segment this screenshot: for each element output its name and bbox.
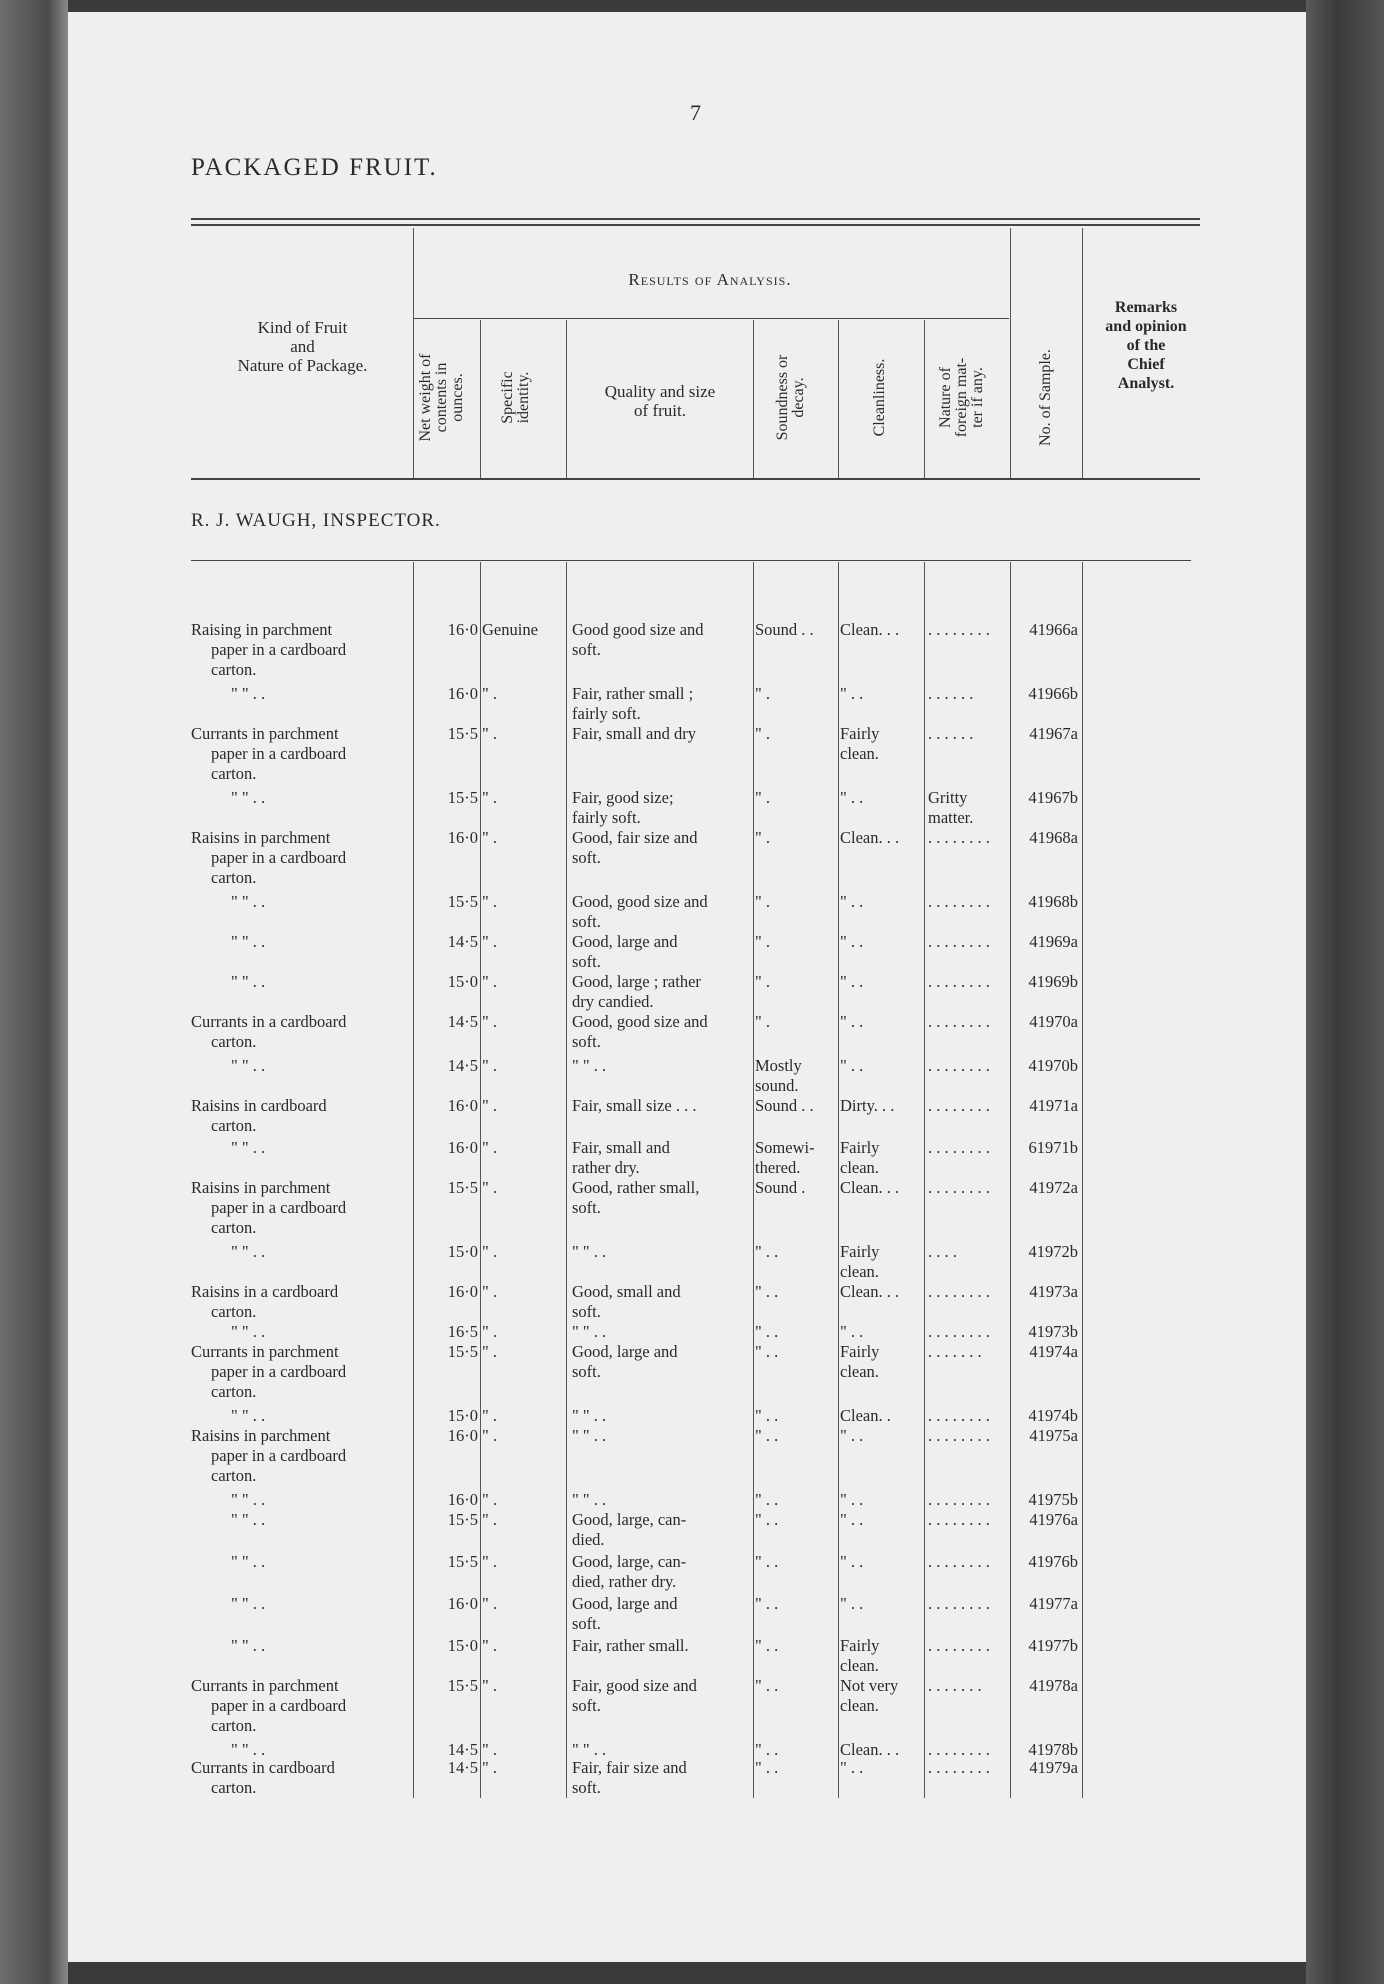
row-net-weight: 16·0 [447, 1096, 478, 1115]
row-quality: " " . . [572, 1242, 607, 1261]
header-foreign: Nature of foreign mat- ter if any. [937, 357, 986, 438]
row-kind: Raisins in a cardboard carton. [191, 1282, 339, 1321]
row-cleanliness: " . . [840, 1012, 864, 1031]
body-col-divider [566, 562, 567, 1798]
row-cleanliness: " . . [840, 1056, 864, 1075]
row-foreign-matter: . . . . . . . . [928, 1758, 990, 1777]
row-cleanliness: " . . [840, 892, 864, 911]
row-foreign-matter: . . . . . . . . [928, 1282, 990, 1301]
row-foreign-matter: . . . . . . . . [928, 932, 990, 951]
row-foreign-matter: . . . . . . . . [928, 972, 990, 991]
page-number: 7 [690, 100, 701, 125]
row-net-weight: 15·0 [447, 972, 478, 991]
row-cleanliness: " . . [840, 972, 864, 991]
row-cleanliness: " . . [840, 788, 864, 807]
row-specific-identity: Genuine [482, 620, 538, 639]
row-specific-identity: " . [482, 1342, 497, 1361]
row-soundness: Mostly sound. [755, 1056, 802, 1095]
inspector-rule [191, 560, 1191, 561]
row-sample-number: 41979a [1029, 1758, 1078, 1777]
row-sample-number: 41969a [1029, 932, 1078, 951]
row-net-weight: 15·5 [447, 892, 478, 911]
row-foreign-matter: . . . . . . . [928, 1676, 982, 1695]
row-soundness: " . [755, 972, 770, 991]
row-soundness: " . . [755, 1510, 779, 1529]
row-sample-number: 41966a [1029, 620, 1078, 639]
row-soundness: " . . [755, 1758, 779, 1777]
body-col-divider [1082, 562, 1083, 1798]
row-cleanliness: Fairly clean. [840, 1636, 880, 1675]
row-quality: Fair, small and dry [572, 724, 696, 743]
row-foreign-matter: . . . . . . . . [928, 1178, 990, 1197]
row-soundness: " . [755, 1012, 770, 1031]
row-quality: Good, good size and soft. [572, 892, 708, 931]
row-cleanliness: " . . [840, 932, 864, 951]
row-net-weight: 15·0 [447, 1636, 478, 1655]
row-soundness: Somewi- thered. [755, 1138, 815, 1177]
row-net-weight: 16·0 [447, 1426, 478, 1445]
row-soundness: " . . [755, 1636, 779, 1655]
row-quality: " " . . [572, 1056, 607, 1075]
row-kind: " " . . [231, 788, 266, 807]
row-quality: Good, fair size and soft. [572, 828, 698, 867]
row-specific-identity: " . [482, 1406, 497, 1425]
row-net-weight: 16·5 [447, 1322, 478, 1341]
row-kind: " " . . [231, 1322, 266, 1341]
row-quality: Fair, good size and soft. [572, 1676, 697, 1715]
row-sample-number: 41971a [1029, 1096, 1078, 1115]
row-net-weight: 15·5 [447, 724, 478, 743]
row-quality: Good good size and soft. [572, 620, 704, 659]
header-results: Results of Analysis. [628, 270, 792, 289]
row-foreign-matter: . . . . . . [928, 684, 974, 703]
row-kind: Currants in parchment paper in a cardboard carton. [191, 724, 347, 783]
row-kind: " " . . [231, 1056, 266, 1075]
row-net-weight: 14·5 [447, 932, 478, 951]
results-rule [413, 318, 1009, 319]
row-soundness: " . . [755, 1594, 779, 1613]
header-soundness: Soundness or decay. [774, 354, 807, 441]
row-sample-number: 41976b [1028, 1552, 1078, 1571]
row-soundness: " . [755, 684, 770, 703]
row-soundness: " . . [755, 1740, 779, 1759]
col-divider [480, 320, 481, 478]
row-quality: Fair, small size . . . [572, 1096, 697, 1115]
row-specific-identity: " . [482, 1636, 497, 1655]
row-foreign-matter: . . . . . . [928, 724, 974, 743]
row-cleanliness: " . . [840, 684, 864, 703]
row-soundness: " . . [755, 1322, 779, 1341]
row-cleanliness: Fairly clean. [840, 1242, 880, 1281]
row-soundness: Sound . [755, 1178, 806, 1197]
row-kind: " " . . [231, 684, 266, 703]
row-kind: " " . . [231, 1552, 266, 1571]
col-divider [753, 320, 754, 478]
row-specific-identity: " . [482, 788, 497, 807]
header-net-weight: Net weight of contents in ounces. [417, 353, 466, 442]
row-foreign-matter: . . . . . . . . [928, 892, 990, 911]
row-net-weight: 16·0 [447, 1282, 478, 1301]
row-specific-identity: " . [482, 1138, 497, 1157]
inspector-heading: R. J. WAUGH, INSPECTOR. [191, 510, 441, 531]
row-specific-identity: " . [482, 1322, 497, 1341]
row-soundness: " . . [755, 1426, 779, 1445]
row-quality: Good, large and soft. [572, 1594, 678, 1633]
row-kind: Currants in parchment paper in a cardboard carton. [191, 1676, 347, 1735]
scan-margin-right [1306, 0, 1384, 1984]
row-kind: Raisins in parchment paper in a cardboard carton. [191, 828, 347, 887]
row-net-weight: 15·5 [447, 1342, 478, 1361]
header-cleanliness: Cleanliness. [871, 358, 888, 437]
row-kind: " " . . [231, 932, 266, 951]
row-kind: Currants in cardboard carton. [191, 1758, 335, 1797]
row-cleanliness: " . . [840, 1758, 864, 1777]
row-kind: " " . . [231, 1636, 266, 1655]
row-kind: " " . . [231, 1406, 266, 1425]
row-specific-identity: " . [482, 1758, 497, 1777]
row-sample-number: 61971b [1028, 1138, 1078, 1157]
col-divider [566, 320, 567, 478]
row-soundness: Sound . . [755, 620, 814, 639]
row-specific-identity: " . [482, 1012, 497, 1031]
row-net-weight: 16·0 [447, 828, 478, 847]
row-net-weight: 15·0 [447, 1242, 478, 1261]
row-sample-number: 41975a [1029, 1426, 1078, 1445]
row-quality: Good, large ; rather dry candied. [572, 972, 701, 1011]
row-quality: " " . . [572, 1322, 607, 1341]
row-cleanliness: Clean. . . [840, 1740, 900, 1759]
row-cleanliness: Clean. . [840, 1406, 891, 1425]
header-specific: Specific identity. [499, 371, 532, 424]
row-specific-identity: " . [482, 1242, 497, 1261]
row-net-weight: 16·0 [447, 1138, 478, 1157]
row-net-weight: 16·0 [447, 620, 478, 639]
row-cleanliness: Clean. . . [840, 828, 900, 847]
row-net-weight: 14·5 [447, 1056, 478, 1075]
row-sample-number: 41970b [1028, 1056, 1078, 1075]
row-sample-number: 41969b [1028, 972, 1078, 991]
row-quality: " " . . [572, 1490, 607, 1509]
row-quality: Fair, good size; fairly soft. [572, 788, 674, 827]
row-foreign-matter: . . . . . . . . [928, 1740, 990, 1759]
row-quality: Good, large, can- died. [572, 1510, 687, 1549]
header-bottom-rule [191, 478, 1200, 480]
row-soundness: " . [755, 892, 770, 911]
row-soundness: " . . [755, 1242, 779, 1261]
row-kind: Raising in parchment paper in a cardboard carton. [191, 620, 347, 679]
row-foreign-matter: . . . . . . . . [928, 1490, 990, 1509]
row-quality: Fair, rather small. [572, 1636, 689, 1655]
row-specific-identity: " . [482, 1096, 497, 1115]
row-foreign-matter: . . . . . . . . [928, 1322, 990, 1341]
row-sample-number: 41974a [1029, 1342, 1078, 1361]
row-quality: Fair, small and rather dry. [572, 1138, 670, 1177]
row-kind: Currants in a cardboard carton. [191, 1012, 347, 1051]
row-specific-identity: " . [482, 892, 497, 911]
row-specific-identity: " . [482, 1740, 497, 1759]
row-cleanliness: " . . [840, 1552, 864, 1571]
row-foreign-matter: . . . . . . . . [928, 1510, 990, 1529]
row-net-weight: 16·0 [447, 1490, 478, 1509]
row-quality: Good, good size and soft. [572, 1012, 708, 1051]
row-specific-identity: " . [482, 724, 497, 743]
row-net-weight: 15·5 [447, 1510, 478, 1529]
row-cleanliness: Fairly clean. [840, 1342, 880, 1381]
row-net-weight: 15·5 [447, 1676, 478, 1695]
body-col-divider [838, 562, 839, 1798]
row-specific-identity: " . [482, 828, 497, 847]
row-foreign-matter: . . . . . . . . [928, 1594, 990, 1613]
row-net-weight: 14·5 [447, 1012, 478, 1031]
row-kind: Raisins in parchment paper in a cardboard carton. [191, 1426, 347, 1485]
row-foreign-matter: . . . . . . . . [928, 1138, 990, 1157]
row-kind: " " . . [231, 1740, 266, 1759]
row-soundness: " . . [755, 1282, 779, 1301]
row-specific-identity: " . [482, 1056, 497, 1075]
row-specific-identity: " . [482, 1426, 497, 1445]
row-sample-number: 41976a [1029, 1510, 1078, 1529]
row-net-weight: 15·5 [447, 1178, 478, 1197]
row-soundness: " . . [755, 1406, 779, 1425]
body-col-divider [753, 562, 754, 1798]
row-net-weight: 15·5 [447, 1552, 478, 1571]
row-kind: Currants in parchment paper in a cardboard carton. [191, 1342, 347, 1401]
row-foreign-matter: Gritty matter. [928, 788, 974, 827]
row-specific-identity: " . [482, 1552, 497, 1571]
row-specific-identity: " . [482, 1676, 497, 1695]
row-foreign-matter: . . . . . . . . [928, 1426, 990, 1445]
row-sample-number: 41973a [1029, 1282, 1078, 1301]
row-sample-number: 41967b [1028, 788, 1078, 807]
row-foreign-matter: . . . . . . . . [928, 1012, 990, 1031]
row-net-weight: 15·0 [447, 1406, 478, 1425]
col-divider [924, 320, 925, 478]
col-divider [838, 320, 839, 478]
row-cleanliness: Dirty. . . [840, 1096, 895, 1115]
row-quality: Good, large and soft. [572, 932, 678, 971]
row-sample-number: 41974b [1028, 1406, 1078, 1425]
row-kind: Raisins in parchment paper in a cardboard carton. [191, 1178, 347, 1237]
col-divider [1082, 228, 1083, 478]
row-kind: " " . . [231, 1594, 266, 1613]
row-foreign-matter: . . . . [928, 1242, 957, 1261]
scan-margin-left [0, 0, 68, 1984]
header-quality: Quality and size of fruit. [604, 382, 716, 420]
row-specific-identity: " . [482, 1510, 497, 1529]
top-rule [191, 218, 1200, 220]
row-soundness: " . . [755, 1342, 779, 1361]
row-specific-identity: " . [482, 972, 497, 991]
row-foreign-matter: . . . . . . . . [928, 1552, 990, 1571]
row-net-weight: 16·0 [447, 684, 478, 703]
row-quality: " " . . [572, 1406, 607, 1425]
row-kind: " " . . [231, 1510, 266, 1529]
row-sample-number: 41966b [1028, 684, 1078, 703]
row-sample-number: 41973b [1028, 1322, 1078, 1341]
row-soundness: " . . [755, 1490, 779, 1509]
row-soundness: Sound . . [755, 1096, 814, 1115]
row-soundness: " . [755, 932, 770, 951]
row-foreign-matter: . . . . . . . . [928, 828, 990, 847]
row-foreign-matter: . . . . . . . . [928, 620, 990, 639]
header-kind: Kind of Fruit and Nature of Package. [237, 318, 368, 375]
row-sample-number: 41972a [1029, 1178, 1078, 1197]
row-foreign-matter: . . . . . . . . [928, 1406, 990, 1425]
row-kind: " " . . [231, 892, 266, 911]
top-rule-2 [191, 224, 1200, 226]
row-soundness: " . [755, 788, 770, 807]
row-quality: Good, large, can- died, rather dry. [572, 1552, 687, 1591]
row-quality: Good, small and soft. [572, 1282, 681, 1321]
row-sample-number: 41970a [1029, 1012, 1078, 1031]
row-quality: Good, rather small, soft. [572, 1178, 700, 1217]
row-foreign-matter: . . . . . . . . [928, 1056, 990, 1075]
row-net-weight: 14·5 [447, 1740, 478, 1759]
row-cleanliness: Not very clean. [840, 1676, 899, 1715]
row-cleanliness: " . . [840, 1490, 864, 1509]
row-quality: Good, large and soft. [572, 1342, 678, 1381]
header-remarks: Remarks and opinion of the Chief Analyst. [1105, 299, 1187, 392]
row-net-weight: 16·0 [447, 1594, 478, 1613]
row-cleanliness: Clean. . . [840, 620, 900, 639]
row-kind: Raisins in cardboard carton. [191, 1096, 327, 1135]
row-sample-number: 41977b [1028, 1636, 1078, 1655]
row-kind: " " . . [231, 1490, 266, 1509]
row-quality: Fair, rather small ; fairly soft. [572, 684, 694, 723]
row-cleanliness: Fairly clean. [840, 1138, 880, 1177]
row-cleanliness: " . . [840, 1510, 864, 1529]
row-cleanliness: Clean. . . [840, 1178, 900, 1197]
row-soundness: " . [755, 828, 770, 847]
row-sample-number: 41968b [1028, 892, 1078, 911]
col-divider [1010, 228, 1011, 478]
row-net-weight: 15·5 [447, 788, 478, 807]
row-specific-identity: " . [482, 1594, 497, 1613]
row-sample-number: 41972b [1028, 1242, 1078, 1261]
row-specific-identity: " . [482, 684, 497, 703]
row-quality: Fair, fair size and soft. [572, 1758, 687, 1797]
row-foreign-matter: . . . . . . . . [928, 1636, 990, 1655]
row-cleanliness: " . . [840, 1594, 864, 1613]
page-title: PACKAGED FRUIT. [191, 154, 438, 181]
row-quality: " " . . [572, 1740, 607, 1759]
row-cleanliness: Clean. . . [840, 1282, 900, 1301]
row-soundness: " . [755, 724, 770, 743]
row-kind: " " . . [231, 1242, 266, 1261]
body-col-divider [480, 562, 481, 1798]
row-specific-identity: " . [482, 1490, 497, 1509]
row-sample-number: 41975b [1028, 1490, 1078, 1509]
row-sample-number: 41968a [1029, 828, 1078, 847]
row-sample-number: 41977a [1029, 1594, 1078, 1613]
row-specific-identity: " . [482, 932, 497, 951]
col-divider [413, 228, 414, 478]
row-soundness: " . . [755, 1676, 779, 1695]
row-cleanliness: " . . [840, 1322, 864, 1341]
header-sample: No. of Sample. [1037, 349, 1054, 446]
row-cleanliness: " . . [840, 1426, 864, 1445]
row-foreign-matter: . . . . . . . [928, 1342, 982, 1361]
row-kind: " " . . [231, 972, 266, 991]
body-col-divider [924, 562, 925, 1798]
row-cleanliness: Fairly clean. [840, 724, 880, 763]
row-quality: " " . . [572, 1426, 607, 1445]
row-soundness: " . . [755, 1552, 779, 1571]
row-sample-number: 41978a [1029, 1676, 1078, 1695]
row-sample-number: 41967a [1029, 724, 1078, 743]
row-kind: " " . . [231, 1138, 266, 1157]
row-specific-identity: " . [482, 1178, 497, 1197]
row-specific-identity: " . [482, 1282, 497, 1301]
row-foreign-matter: . . . . . . . . [928, 1096, 990, 1115]
row-net-weight: 14·5 [447, 1758, 478, 1777]
row-sample-number: 41978b [1028, 1740, 1078, 1759]
